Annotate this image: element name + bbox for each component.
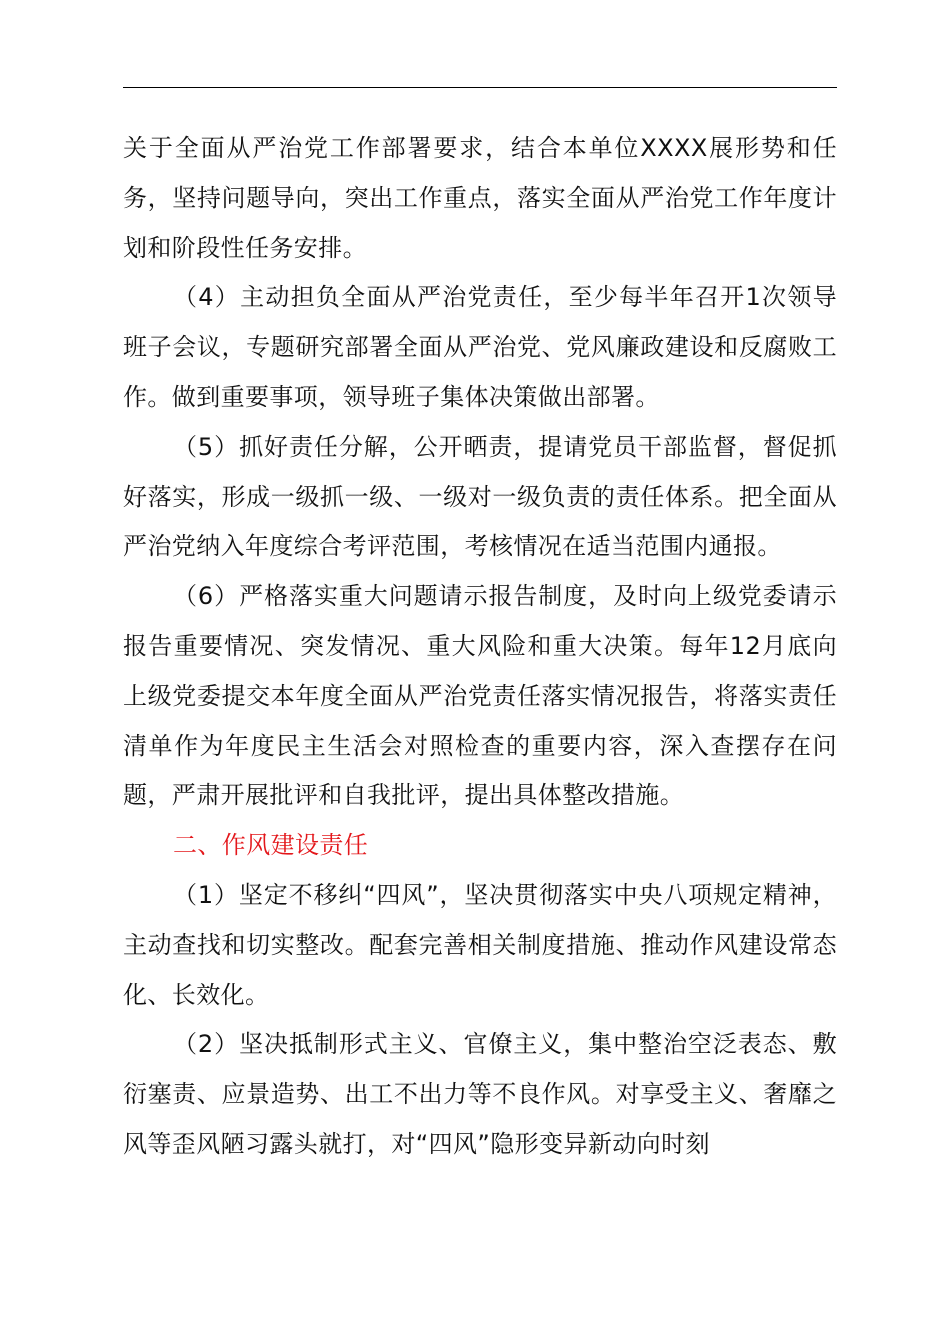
paragraph-continuation: 关于全面从严治党工作部署要求，结合本单位XXXX展形势和任务，坚持问题导向，突出工作重点，落实全面从严治党工作年度计划和阶段性任务安排。 bbox=[123, 134, 837, 262]
paragraph-item-4: （4）主动担负全面从严治党责任，至少每半年召开1次领导班子会议，专题研究部署全面从严治党、党风廉政建设和反腐败工作。做到重要事项，领导班子集体决策做出部署。 bbox=[123, 283, 837, 411]
paragraph-item-6: （6）严格落实重大问题请示报告制度，及时向上级党委请示报告重要情况、突发情况、重大风险和重大决策。每年12月底向上级党委提交本年度全面从严治党责任落实情况报告，将落实责任清单作为年度民主生活会对照检查的重要内容，深入查摆存在问题，严肃开展批评和自我批评，提出具体整改措施。 bbox=[123, 582, 837, 810]
section-heading: 二、作风建设责任 bbox=[173, 831, 369, 860]
header-rule bbox=[123, 87, 837, 88]
document-body bbox=[123, 124, 837, 1170]
paragraph-item-5: （5）抓好责任分解，公开晒责，提请党员干部监督，督促抓好落实，形成一级抓一级、一级对一级负责的责任体系。把全面从严治党纳入年度综合考评范围，考核情况在适当范围内通报。 bbox=[123, 432, 837, 561]
paragraph-item-1: （1）坚定不移纠“四风”，坚决贯彻落实中央八项规定精神，主动查找和切实整改。配套完善相关制度措施、推动作风建设常态化、长效化。 bbox=[123, 880, 837, 1009]
paragraph-item-2: （2）坚决抵制形式主义、官僚主义，集中整治空泛表态、敷衍塞责、应景造势、出工不出力等不良作风。对享受主义、奢靡之风等歪风陋习露头就打，对“四风”隐形变异新动向时刻 bbox=[123, 1030, 837, 1158]
